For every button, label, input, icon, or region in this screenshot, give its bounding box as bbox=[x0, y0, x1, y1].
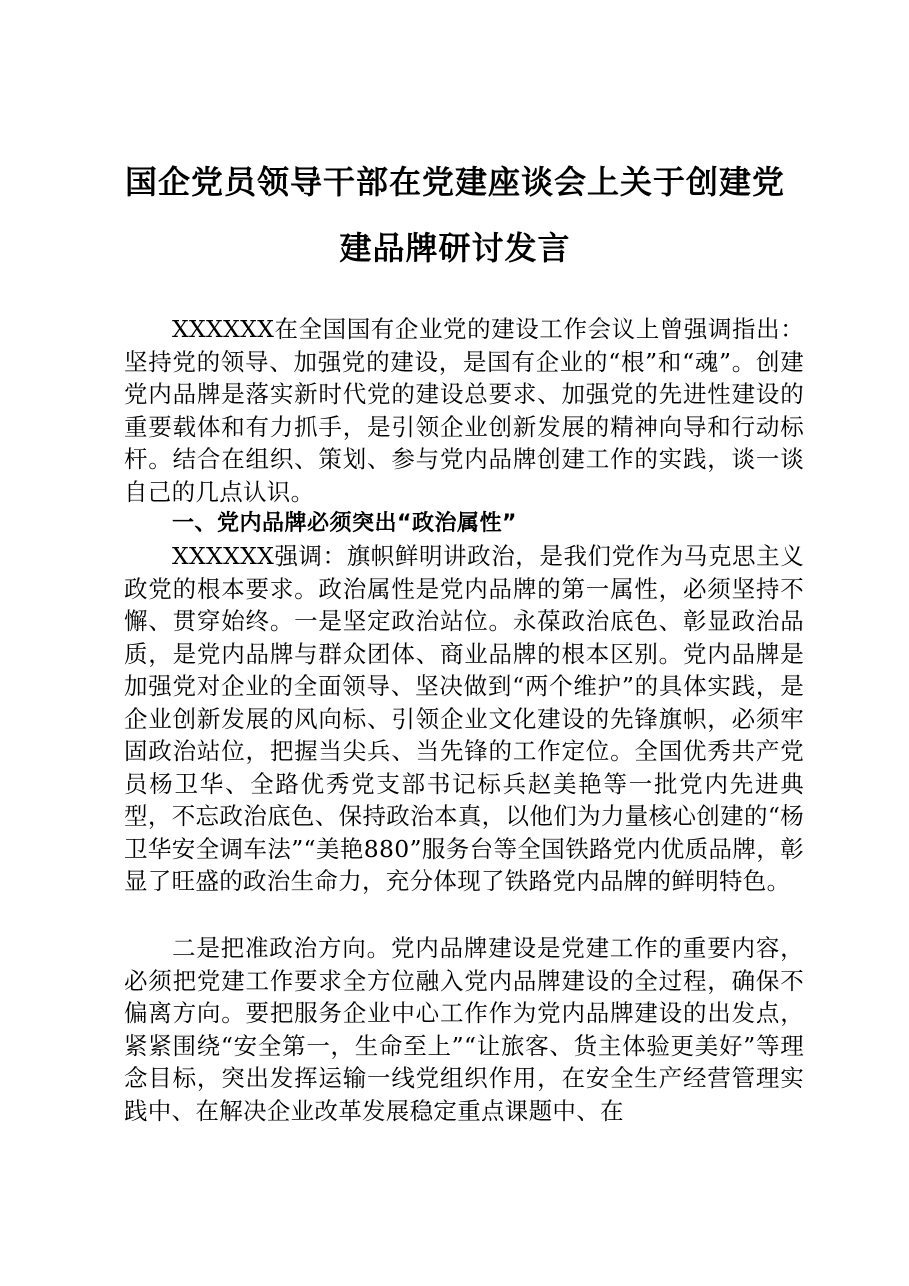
intro-paragraph: XXXXXX在全国国有企业党的建设工作会议上曾强调指出：坚持党的领导、加强党的建设，是国有企业的“根”和“魂”。创建党内品牌是落实新时代党的建设总要求、加强党的先进性建设的重要载体和有力抓手，是引领企业创新发展的精神向导和行动标杆。结合在组织、策划、参与党内品牌创建工作的实践，谈一谈自己的几点认识。 bbox=[124, 315, 804, 506]
document-title-line-2: 建品牌研讨发言 bbox=[339, 229, 571, 267]
document-title-line-1: 国企党员领导干部在党建座谈会上关于创建党 bbox=[124, 163, 785, 201]
body-paragraph-3: 二是把准政治方向。党内品牌建设是党建工作的重要内容，必须把党建工作要求全方位融入党内品牌建设的全过程，确保不偏离方向。要把服务企业中心工作作为党内品牌建设的出发点，紧紧围绕“安全第一，生命至上”“让旅客、货主体验更美好”等理念目标，突出发挥运输一线党组织作用，在安全生产经营管理实践中、在解决企业改革发展稳定重点课题中、在 bbox=[124, 934, 804, 1125]
body-paragraph-2: XXXXXX强调：旗帜鲜明讲政治，是我们党作为马克思主义政党的根本要求。政治属性是党内品牌的第一属性，必须坚持不懈、贯穿始终。一是坚定政治站位。永葆政治底色、彰显政治品质，是党内品牌与群众团体、商业品牌的根本区别。党内品牌是加强党对企业的全面领导、坚决做到“两个维护”的具体实践，是企业创新发展的风向标、引领企业文化建设的先锋旗帜，必须牢固政治站位，把握当尖兵、当先锋的工作定位。全国优秀共产党员杨卫华、全路优秀党支部书记标兵赵美艳等一批党内先进典型，不忘政治底色、保持政治本真，以他们为力量核心创建的“杨卫华安全调车法”“美艳880”服务台等全国铁路党内优质品牌，彰显了旺盛的政治生命力，充分体现了铁路党内品牌的鲜明特色。 bbox=[124, 542, 804, 895]
section-heading-1: 一、党内品牌必须突出“政治属性” bbox=[172, 511, 517, 536]
